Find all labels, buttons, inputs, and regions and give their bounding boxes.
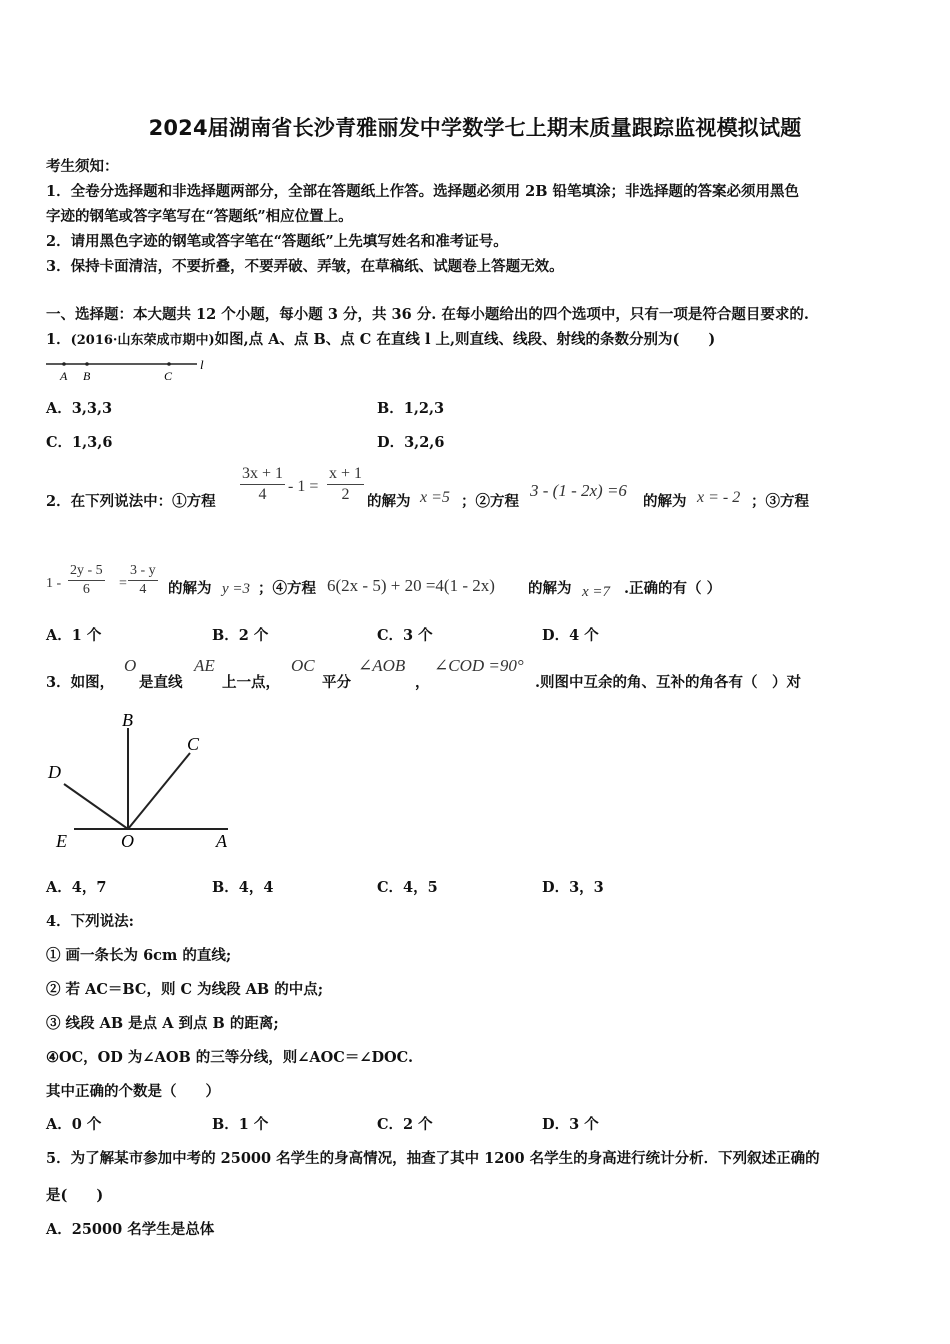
label-l: l: [200, 357, 204, 372]
fraction-numerator: 3 - y: [128, 563, 158, 581]
q3-text-3: 平分: [322, 674, 351, 691]
q2-option-d[interactable]: D．4 个: [542, 627, 599, 644]
label-c: C: [164, 369, 173, 383]
q2-lead: 2．在下列说法中：①方程: [46, 493, 216, 510]
q3-angle-cod: ∠COD =90°: [434, 656, 524, 675]
label-b: B: [122, 710, 133, 730]
q2-solution-word-4: 的解为: [528, 580, 572, 597]
q3-tail: .则图中互余的角、互补的角各有（ ）对: [535, 674, 802, 691]
q2-equation-4: 6(2x - 5) + 20 =4(1 - 2x): [327, 576, 495, 595]
q3-comma: ，: [415, 674, 430, 691]
q2-statement-4-lead: ；④方程: [258, 580, 316, 597]
fraction-denominator: 6: [82, 582, 90, 597]
q3-text-2: 上一点，: [222, 674, 280, 691]
q3-option-b[interactable]: B．4，4: [212, 879, 274, 896]
q3-option-d[interactable]: D．3，3: [542, 879, 604, 896]
q3-option-a[interactable]: A．4，7: [46, 879, 107, 896]
q2-equation-2: 3 - (1 - 2x) =6: [530, 481, 627, 500]
point-b: [85, 362, 89, 366]
q4-option-c[interactable]: C．2 个: [377, 1116, 433, 1133]
question-1: [46, 328, 715, 349]
q2-eq3-right-fraction: [128, 563, 158, 598]
q2-eq3-equals: =: [119, 576, 127, 591]
q4-statement-3: ③ 线段 AB 是点 A 到点 B 的距离;: [46, 1015, 279, 1032]
q2-solution-1: x =5: [420, 489, 450, 506]
q4-option-a[interactable]: A．0 个: [46, 1116, 102, 1133]
point-c: [167, 362, 171, 366]
q5-line-1: 5．为了解某市参加中考的 25000 名学生的身高情况，抽查了其中 1200 名学生的身高进行统计分析．下列叙述正确的: [46, 1150, 820, 1167]
q2-statement-3-lead: ；③方程: [751, 493, 809, 510]
ray-oc: [128, 753, 190, 829]
q1-option-c[interactable]: C．1,3,6: [46, 434, 113, 451]
q4-stem: 4．下列说法:: [46, 913, 134, 930]
q3-ray-oc: OC: [291, 656, 315, 675]
q5-option-a[interactable]: A．25000 名学生是总体: [46, 1221, 215, 1238]
q3-lead: 3．如图，: [46, 674, 115, 691]
notice-line-1b: 字迹的钢笔或答字笔写在“答题纸”相应位置上。: [46, 208, 353, 225]
page-title: 2024届湖南省长沙青雅丽发中学数学七上期末质量跟踪监视模拟试题: [148, 116, 802, 140]
label-o: O: [121, 831, 134, 851]
q4-statement-1: ① 画一条长为 6cm 的直线;: [46, 947, 232, 964]
q4-statement-4: ④OC，OD 为∠AOB 的三等分线，则∠AOC＝∠DOC.: [46, 1049, 414, 1066]
q3-point-o: O: [124, 656, 137, 675]
q1-option-d[interactable]: D．3,2,6: [377, 434, 445, 451]
fraction-numerator: 3x + 1: [240, 465, 285, 485]
q4-option-d[interactable]: D．3 个: [542, 1116, 599, 1133]
label-e: E: [56, 831, 67, 851]
q4-statement-2: ② 若 AC＝BC，则 C 为线段 AB 的中点;: [46, 981, 324, 998]
q3-text-1: 是直线: [139, 674, 183, 691]
label-c: C: [187, 734, 200, 754]
q1-source: (2016·山东荣成市期中): [70, 333, 215, 348]
q3-angle-aob: ∠AOB: [358, 656, 406, 675]
ray-od: [64, 784, 128, 829]
q2-tail: .正确的有（ ）: [624, 580, 722, 597]
fraction-numerator: 2y - 5: [68, 563, 105, 581]
q5-line-2: 是( ): [46, 1187, 104, 1204]
q2-eq3-lead: 1 -: [46, 576, 62, 591]
q2-eq3-left-fraction: [68, 563, 105, 598]
section-heading: 一、选择题：本大题共 12 个小题，每小题 3 分，共 36 分. 在每小题给出的四个选项中，只有一项是符合题目要求的.: [46, 306, 809, 323]
label-b: B: [83, 369, 91, 383]
point-a: [62, 362, 66, 366]
q1-text: 如图,点 A、点 B、点 C 在直线 l 上,则直线、线段、射线的条数分别为( ): [214, 331, 716, 348]
q2-statement-2-lead: ；②方程: [461, 493, 519, 510]
q1-option-b[interactable]: B．1,2,3: [377, 400, 445, 417]
q2-solution-4: x =7: [582, 584, 611, 600]
q3-option-c[interactable]: C．4，5: [377, 879, 438, 896]
q1-number: 1．: [46, 331, 71, 348]
q2-option-a[interactable]: A．1 个: [46, 627, 102, 644]
q2-solution-word-2: 的解为: [643, 493, 687, 510]
label-a: A: [60, 369, 68, 383]
notice-heading: 考生须知：: [46, 158, 119, 175]
q2-eq1-left-fraction: [240, 465, 285, 504]
q3-angle-figure: [44, 708, 244, 858]
notice-line-1a: 1．全卷分选择题和非选择题两部分，全部在答题纸上作答。选择题必须用 2B 铅笔填涂；非选择题的答案必须用黑色: [46, 183, 800, 200]
q2-solution-2: x = - 2: [697, 489, 741, 506]
fraction-numerator: x + 1: [327, 465, 364, 485]
notice-line-2: 2．请用黑色字迹的钢笔或答字笔在“答题纸”上先填写姓名和准考证号。: [46, 233, 508, 250]
q1-line-figure: [44, 355, 214, 383]
fraction-denominator: 2: [341, 486, 350, 503]
q4-ask: 其中正确的个数是（ ）: [46, 1083, 220, 1100]
q2-eq1-middle: - 1 =: [288, 478, 319, 495]
notice-line-3: 3．保持卡面清洁，不要折叠，不要弄破、弄皱，在草稿纸、试题卷上答题无效。: [46, 258, 564, 275]
label-d: D: [48, 762, 61, 782]
q4-option-b[interactable]: B．1 个: [212, 1116, 269, 1133]
q3-line-ae: AE: [194, 656, 215, 675]
q2-option-c[interactable]: C．3 个: [377, 627, 433, 644]
q1-option-a[interactable]: A．3,3,3: [46, 400, 113, 417]
q2-solution-word-3: 的解为: [168, 580, 212, 597]
label-a: A: [216, 831, 227, 851]
q2-solution-word-1: 的解为: [367, 493, 411, 510]
q2-solution-3: y =3: [222, 581, 251, 597]
q2-option-b[interactable]: B．2 个: [212, 627, 269, 644]
q2-eq1-right-fraction: [327, 465, 364, 504]
fraction-denominator: 4: [258, 486, 267, 503]
fraction-denominator: 4: [139, 582, 147, 597]
